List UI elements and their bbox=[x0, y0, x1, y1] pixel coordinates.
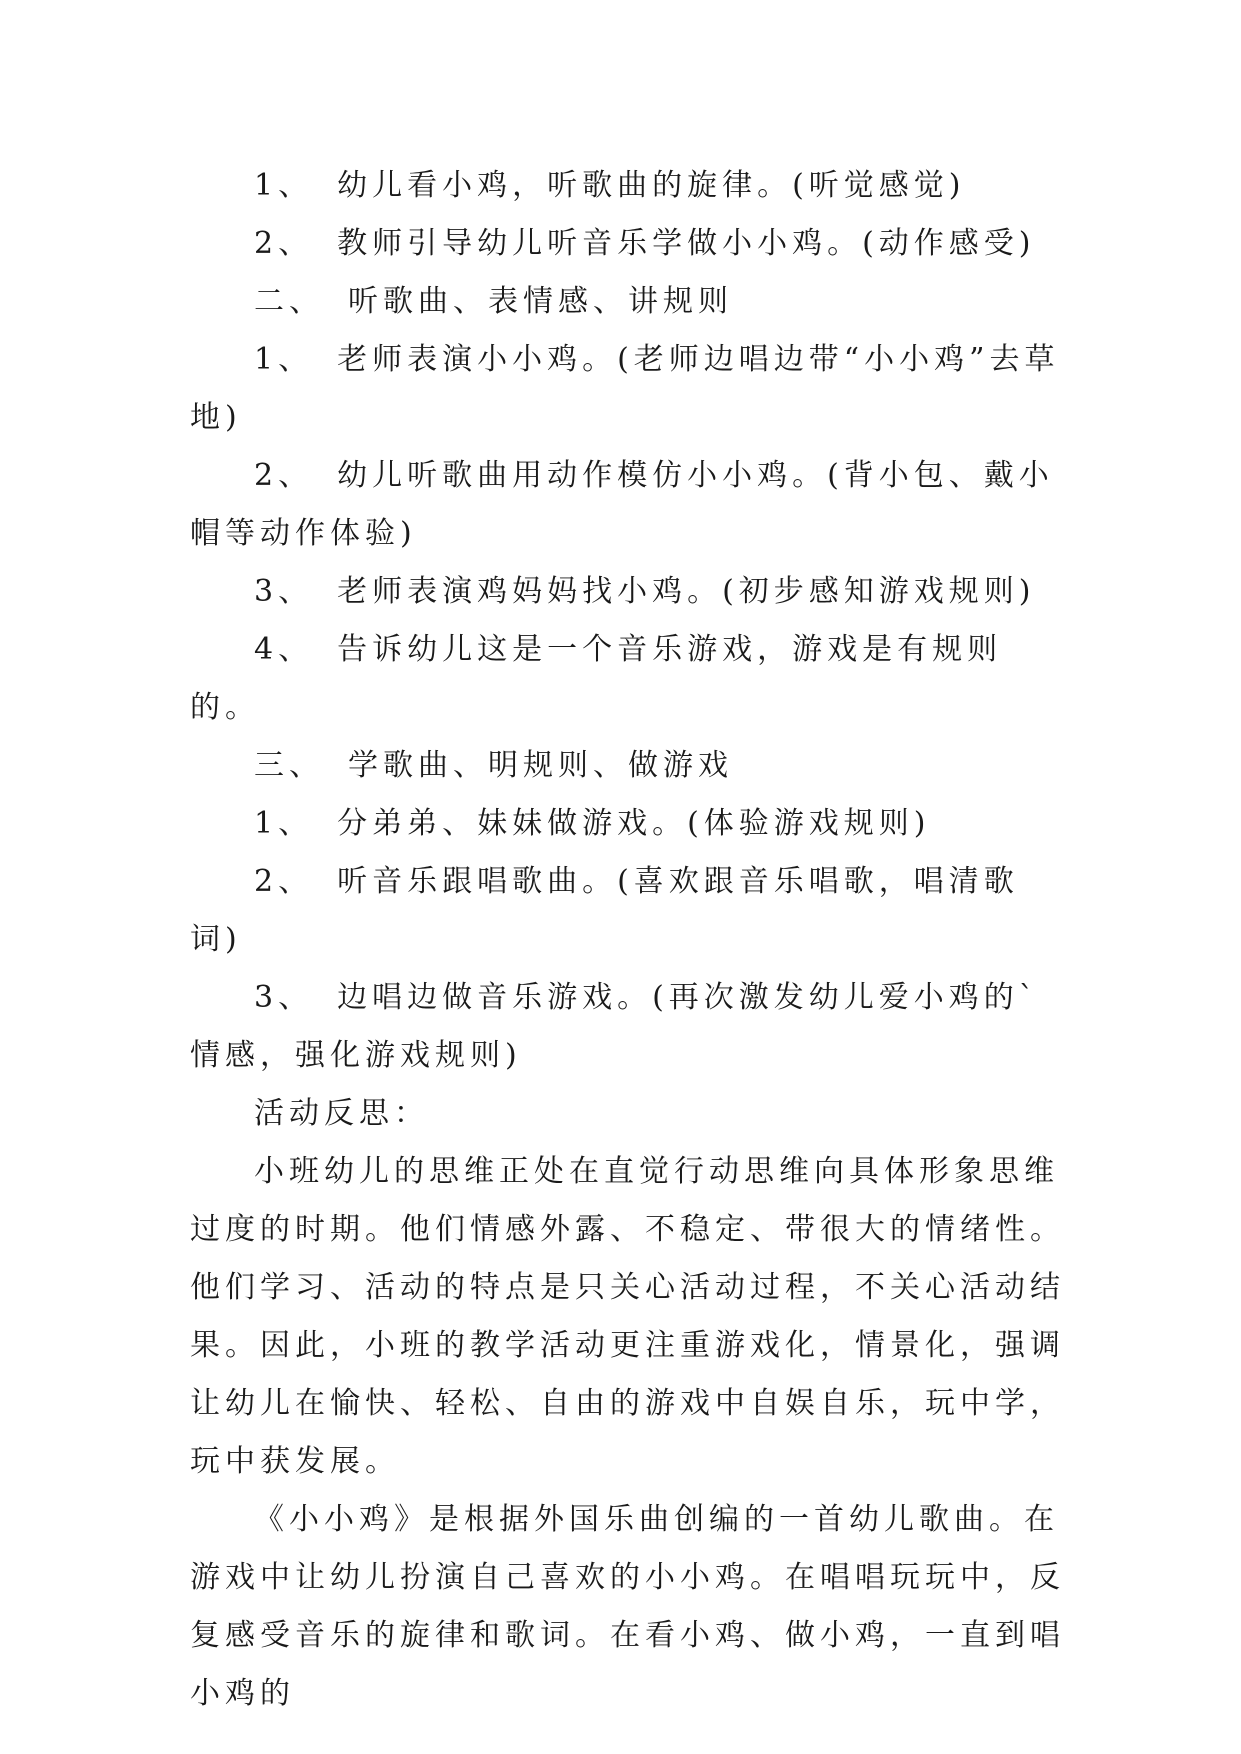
item-text: 告诉幼儿这是一个音乐游戏，游戏是有规则的。 bbox=[190, 632, 1003, 725]
item-number: 2、 bbox=[254, 226, 314, 261]
item-text: 幼儿看小鸡，听歌曲的旋律。(听觉感觉) bbox=[337, 168, 966, 203]
section-number: 二、 bbox=[254, 284, 324, 319]
document-body bbox=[190, 157, 1070, 1723]
list-item bbox=[190, 215, 1070, 273]
reflection-paragraph: 小班幼儿的思维正处在直觉行动思维向具体形象思维过度的时期。他们情感外露、不稳定、带很大的情绪性。他们学习、活动的特点是只关心活动过程，不关心活动结果。因此，小班的教学活动更注重游戏化，情景化，强调让幼儿在愉快、轻松、自由的游戏中自娱自乐，玩中学，玩中获发展。 bbox=[190, 1154, 1065, 1479]
list-item bbox=[190, 447, 1070, 563]
reflection-heading: 活动反思： bbox=[254, 1096, 429, 1131]
item-text: 老师表演小小鸡。(老师边唱边带“小小鸡”去草地) bbox=[190, 342, 1060, 435]
item-text: 老师表演鸡妈妈找小鸡。(初步感知游戏规则) bbox=[337, 574, 1036, 609]
list-item bbox=[190, 969, 1070, 1085]
item-number: 3、 bbox=[254, 574, 314, 609]
item-text: 分弟弟、妹妹做游戏。(体验游戏规则) bbox=[337, 806, 931, 841]
section-title: 学歌曲、明规则、做游戏 bbox=[348, 748, 733, 783]
reflection-paragraph: 《小小鸡》是根据外国乐曲创编的一首幼儿歌曲。在游戏中让幼儿扮演自己喜欢的小小鸡。在唱唱玩玩中，反复感受音乐的旋律和歌词。在看小鸡、做小鸡，一直到唱小鸡的 bbox=[190, 1502, 1065, 1711]
section-heading bbox=[190, 737, 1070, 795]
list-item bbox=[190, 795, 1070, 853]
item-number: 1、 bbox=[254, 168, 314, 203]
item-number: 1、 bbox=[254, 806, 314, 841]
section-title: 听歌曲、表情感、讲规则 bbox=[348, 284, 733, 319]
item-text: 教师引导幼儿听音乐学做小小鸡。(动作感受) bbox=[337, 226, 1036, 261]
list-item bbox=[190, 563, 1070, 621]
item-text: 边唱边做音乐游戏。(再次激发幼儿爱小鸡的`情感，强化游戏规则) bbox=[190, 980, 1039, 1073]
item-number: 2、 bbox=[254, 458, 314, 493]
list-item bbox=[190, 853, 1070, 969]
list-item bbox=[190, 331, 1070, 447]
item-number: 2、 bbox=[254, 864, 314, 899]
item-number: 4、 bbox=[254, 632, 314, 667]
item-text: 幼儿听歌曲用动作模仿小小鸡。(背小包、戴小帽等动作体验) bbox=[190, 458, 1054, 551]
item-number: 3、 bbox=[254, 980, 314, 1015]
section-number: 三、 bbox=[254, 748, 324, 783]
item-number: 1、 bbox=[254, 342, 314, 377]
list-item bbox=[190, 621, 1070, 737]
section-heading bbox=[190, 273, 1070, 331]
list-item bbox=[190, 157, 1070, 215]
item-text: 听音乐跟唱歌曲。(喜欢跟音乐唱歌，唱清歌词) bbox=[190, 864, 1019, 957]
